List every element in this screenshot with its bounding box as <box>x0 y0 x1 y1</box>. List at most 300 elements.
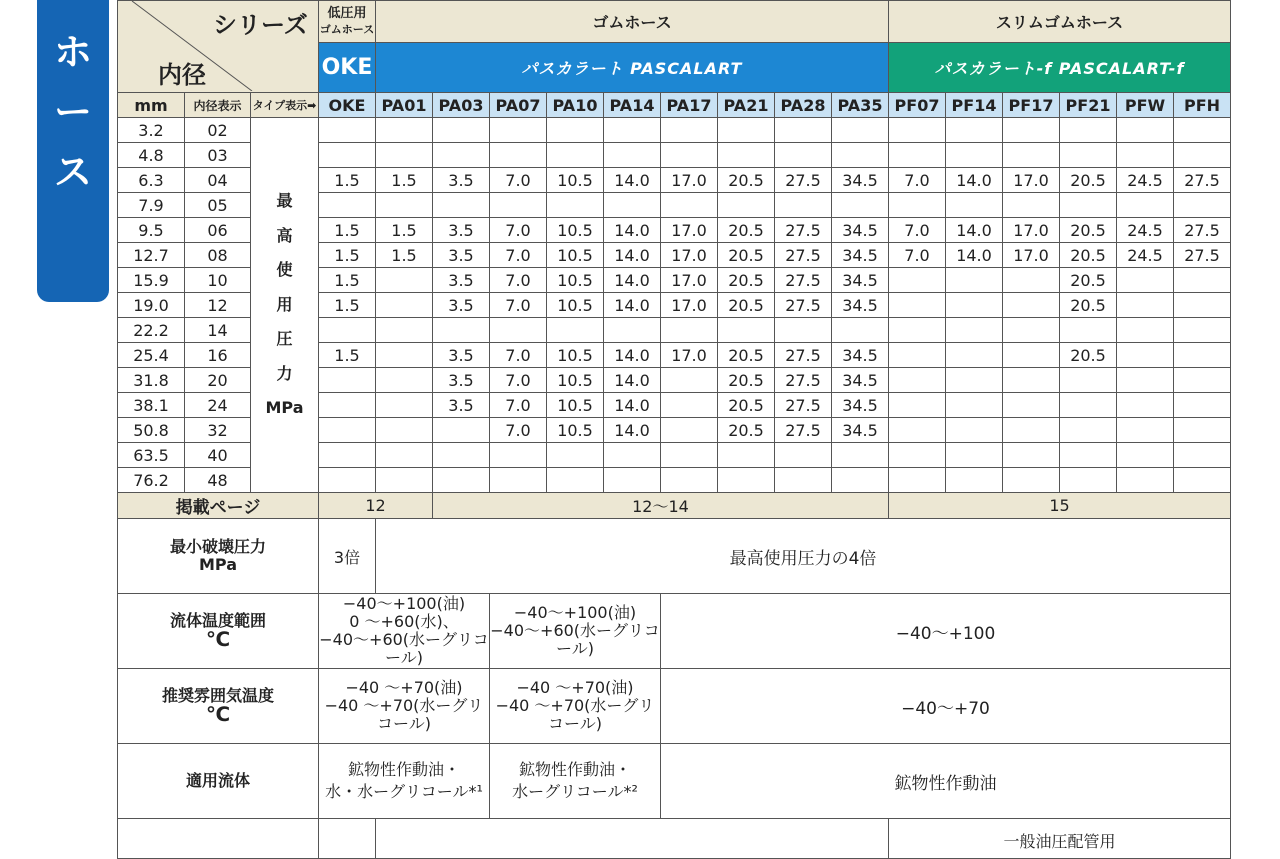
pressure-value-cell: 14.0 <box>946 168 1003 193</box>
ambient-temp-label-text: 推奨雰囲気温度 <box>161 686 274 705</box>
pressure-value-cell <box>1174 293 1231 318</box>
pressure-value-cell: 17.0 <box>661 168 718 193</box>
diameter-mm-cell: 6.3 <box>118 168 185 193</box>
max-pressure-label-char: 力 <box>276 363 293 383</box>
pressure-value-cell: 27.5 <box>775 218 832 243</box>
pressure-value-cell <box>832 443 889 468</box>
ambient-temp-col2 <box>490 669 661 744</box>
pressure-value-cell: 27.5 <box>775 343 832 368</box>
pressure-value-cell <box>889 393 946 418</box>
pressure-value-cell <box>946 193 1003 218</box>
pressure-value-cell: 1.5 <box>319 293 376 318</box>
pressure-value-cell <box>604 143 661 168</box>
pressure-value-cell: 3.5 <box>433 168 490 193</box>
ambient-temp-col1-line: −40 〜+70(水ーグリコール) <box>324 696 484 733</box>
pressure-value-cell <box>661 118 718 143</box>
pressure-value-cell <box>547 318 604 343</box>
pressure-value-cell: 10.5 <box>547 368 604 393</box>
max-pressure-label-char: 高 <box>276 225 293 245</box>
fluid-temp-label-text: 流体温度範囲 <box>169 611 266 630</box>
header-corner-cell <box>118 1 319 93</box>
pressure-value-cell <box>775 143 832 168</box>
pressure-value-cell <box>376 393 433 418</box>
pressure-value-cell <box>832 318 889 343</box>
pressure-value-cell <box>1117 143 1174 168</box>
pressure-value-cell: 7.0 <box>490 418 547 443</box>
pressure-value-cell <box>376 193 433 218</box>
ambient-temp-col3: −40〜+70 <box>661 669 1231 744</box>
pressure-value-cell: 20.5 <box>718 168 775 193</box>
pressure-value-cell <box>832 193 889 218</box>
pressure-value-cell: 1.5 <box>319 218 376 243</box>
pressure-value-cell <box>946 293 1003 318</box>
pressure-value-cell: 14.0 <box>604 343 661 368</box>
pressure-value-cell: 14.0 <box>946 243 1003 268</box>
pressure-value-cell <box>547 443 604 468</box>
pressure-value-cell <box>319 443 376 468</box>
diameter-mm-cell: 22.2 <box>118 318 185 343</box>
pressure-value-cell: 34.5 <box>832 243 889 268</box>
pressure-value-cell <box>319 418 376 443</box>
max-pressure-label-char: 圧 <box>276 329 293 349</box>
pressure-value-cell: 14.0 <box>604 168 661 193</box>
pressure-value-cell <box>547 193 604 218</box>
diameter-mm-cell: 3.2 <box>118 118 185 143</box>
diameter-mm-cell: 12.7 <box>118 243 185 268</box>
pressure-value-cell <box>889 268 946 293</box>
pressure-value-cell: 20.5 <box>718 243 775 268</box>
pressure-value-cell: 10.5 <box>547 418 604 443</box>
pressure-value-cell: 24.5 <box>1117 168 1174 193</box>
pressure-value-cell: 10.5 <box>547 218 604 243</box>
partial-col1 <box>319 819 376 859</box>
pressure-value-cell <box>319 393 376 418</box>
type-header-cell: PF07 <box>889 93 946 118</box>
pressure-value-cell <box>661 368 718 393</box>
pressure-value-cell <box>661 193 718 218</box>
diameter-mm-cell: 7.9 <box>118 193 185 218</box>
pressure-value-cell <box>775 443 832 468</box>
pressure-value-cell: 20.5 <box>1060 218 1117 243</box>
pressure-value-cell <box>1060 368 1117 393</box>
pressure-value-cell <box>1003 368 1060 393</box>
pressure-value-cell: 14.0 <box>604 268 661 293</box>
pressure-value-cell <box>433 443 490 468</box>
diameter-mm-cell: 31.8 <box>118 368 185 393</box>
pressure-value-cell <box>661 143 718 168</box>
pressure-value-cell <box>718 118 775 143</box>
pressure-value-cell <box>718 193 775 218</box>
pressure-value-cell <box>832 118 889 143</box>
diameter-code-cell: 03 <box>185 143 251 168</box>
pressure-value-cell <box>376 143 433 168</box>
pressure-value-cell: 34.5 <box>832 218 889 243</box>
ambient-temp-col1 <box>319 669 490 744</box>
pressure-value-cell <box>1060 393 1117 418</box>
burst-label-unit: MPa <box>198 555 237 574</box>
pressure-value-cell: 1.5 <box>376 243 433 268</box>
table-row <box>118 118 1231 143</box>
type-header-cell: PA28 <box>775 93 832 118</box>
max-pressure-unit: MPa <box>265 398 304 418</box>
partial-row <box>118 819 1231 859</box>
pressure-value-cell <box>376 318 433 343</box>
pressure-value-cell: 27.5 <box>775 168 832 193</box>
pressure-value-cell <box>1117 443 1174 468</box>
type-header-cell: PA10 <box>547 93 604 118</box>
diameter-mm-cell: 63.5 <box>118 443 185 468</box>
fluid-temp-label <box>118 594 319 669</box>
pressure-value-cell: 34.5 <box>832 293 889 318</box>
ambient-temp-col1-line: −40 〜+70(油) <box>345 678 463 697</box>
pressure-value-cell <box>1117 193 1174 218</box>
pressure-value-cell: 20.5 <box>718 343 775 368</box>
burst-label <box>118 519 319 594</box>
pressure-value-cell: 20.5 <box>718 368 775 393</box>
pressure-value-cell: 20.5 <box>718 393 775 418</box>
diameter-mm-cell: 9.5 <box>118 218 185 243</box>
pressure-value-cell: 14.0 <box>604 418 661 443</box>
low-pressure-label: 低圧用 <box>327 5 367 21</box>
diameter-code-cell: 32 <box>185 418 251 443</box>
page-pf: 15 <box>889 493 1231 519</box>
pressure-value-cell <box>1174 368 1231 393</box>
pressure-value-cell <box>889 468 946 493</box>
pressure-value-cell <box>1117 468 1174 493</box>
id-display-header: 内径表示 <box>185 93 251 118</box>
pressure-value-cell <box>1174 318 1231 343</box>
pressure-value-cell <box>1060 318 1117 343</box>
pressure-value-cell <box>889 193 946 218</box>
pressure-value-cell <box>604 193 661 218</box>
pressure-value-cell <box>319 468 376 493</box>
type-header-cell: PFW <box>1117 93 1174 118</box>
pressure-value-cell <box>718 443 775 468</box>
pressure-value-cell <box>604 118 661 143</box>
pressure-value-cell <box>490 193 547 218</box>
diameter-code-cell: 02 <box>185 118 251 143</box>
burst-oke: 3倍 <box>319 519 376 594</box>
pressure-value-cell <box>433 143 490 168</box>
pressure-value-cell <box>661 443 718 468</box>
diameter-code-cell: 20 <box>185 368 251 393</box>
diameter-mm-cell: 15.9 <box>118 268 185 293</box>
pressure-value-cell <box>1174 193 1231 218</box>
pressure-value-cell: 7.0 <box>889 218 946 243</box>
pressure-value-cell <box>376 443 433 468</box>
pressure-value-cell <box>1060 193 1117 218</box>
pressure-value-cell <box>775 468 832 493</box>
type-display-header: タイプ表示➡ <box>251 93 319 118</box>
pressure-value-cell: 27.5 <box>1174 168 1231 193</box>
partial-col2 <box>376 819 889 859</box>
pressure-value-cell <box>946 343 1003 368</box>
pressure-value-cell <box>1060 143 1117 168</box>
diameter-code-cell: 24 <box>185 393 251 418</box>
pressure-value-cell <box>433 318 490 343</box>
diameter-mm-cell: 4.8 <box>118 143 185 168</box>
pressure-value-cell <box>1117 393 1174 418</box>
pressure-value-cell <box>661 418 718 443</box>
pressure-value-cell <box>718 468 775 493</box>
series-label: シリーズ <box>213 11 308 39</box>
pressure-value-cell: 7.0 <box>889 243 946 268</box>
pressure-value-cell: 14.0 <box>604 218 661 243</box>
pressure-value-cell: 34.5 <box>832 393 889 418</box>
pressure-value-cell: 20.5 <box>1060 293 1117 318</box>
pressure-value-cell: 20.5 <box>1060 343 1117 368</box>
pressure-value-cell <box>547 468 604 493</box>
diameter-mm-cell: 25.4 <box>118 343 185 368</box>
pressure-value-cell: 17.0 <box>661 343 718 368</box>
fluid-col2-line: 水ーグリコール*² <box>512 782 638 801</box>
pressure-value-cell: 1.5 <box>376 168 433 193</box>
pressure-value-cell <box>889 443 946 468</box>
diameter-code-cell: 08 <box>185 243 251 268</box>
pressure-value-cell: 34.5 <box>832 343 889 368</box>
fluid-temp-col3: −40〜+100 <box>661 594 1231 669</box>
pressure-value-cell: 14.0 <box>604 293 661 318</box>
pressure-value-cell <box>376 418 433 443</box>
side-tab-char: ホ <box>53 30 92 74</box>
pressure-value-cell: 14.0 <box>946 218 1003 243</box>
pressure-value-cell <box>547 143 604 168</box>
fluid-col2 <box>490 744 661 819</box>
pressure-value-cell: 10.5 <box>547 293 604 318</box>
type-header-cell: OKE <box>319 93 376 118</box>
pressure-value-cell: 3.5 <box>433 368 490 393</box>
pressure-value-cell: 17.0 <box>661 243 718 268</box>
pressure-value-cell <box>1060 468 1117 493</box>
pressure-value-cell <box>433 193 490 218</box>
pressure-value-cell <box>376 293 433 318</box>
pressure-value-cell: 7.0 <box>490 268 547 293</box>
pressure-value-cell <box>604 443 661 468</box>
diameter-mm-cell: 19.0 <box>118 293 185 318</box>
pressure-value-cell: 1.5 <box>319 268 376 293</box>
ambient-temp-col2-line: −40 〜+70(油) <box>516 678 634 697</box>
fluid-temp-row <box>118 594 1231 669</box>
side-tab-char: ス <box>53 150 92 194</box>
max-pressure-label-char: 使 <box>276 260 293 280</box>
pressure-value-cell: 14.0 <box>604 243 661 268</box>
fluid-temp-col1-line: 0 〜+60(水)、 <box>349 612 459 631</box>
pressure-value-cell <box>1003 143 1060 168</box>
pressure-value-cell: 34.5 <box>832 418 889 443</box>
pressure-value-cell <box>946 118 1003 143</box>
pascalart-f-logo: パスカラート-f PASCALART-f <box>889 43 1231 93</box>
type-header-cell: PA03 <box>433 93 490 118</box>
pressure-value-cell: 27.5 <box>775 368 832 393</box>
max-pressure-label-char: 最 <box>276 191 293 211</box>
fluid-temp-col1-line: −40〜+100(油) <box>342 594 466 613</box>
low-pressure-sub-label: ゴムホース <box>319 22 375 36</box>
ambient-temp-col2-line: −40 〜+70(水ーグリコール) <box>495 696 655 733</box>
diameter-mm-cell: 38.1 <box>118 393 185 418</box>
pressure-value-cell: 34.5 <box>832 268 889 293</box>
pressure-value-cell <box>490 143 547 168</box>
pressure-value-cell: 17.0 <box>1003 168 1060 193</box>
pressure-value-cell <box>1060 418 1117 443</box>
type-header-cell: PA07 <box>490 93 547 118</box>
pressure-value-cell: 7.0 <box>490 393 547 418</box>
pressure-value-cell <box>1117 368 1174 393</box>
max-pressure-label <box>251 118 319 493</box>
pressure-value-cell: 3.5 <box>433 218 490 243</box>
pressure-value-cell <box>1174 468 1231 493</box>
pressure-value-cell <box>319 193 376 218</box>
fluid-temp-col2-line: −40〜+60(水ーグリコール) <box>490 621 660 658</box>
pressure-value-cell: 27.5 <box>775 268 832 293</box>
pressure-value-cell <box>547 118 604 143</box>
pressure-value-cell: 10.5 <box>547 243 604 268</box>
pressure-value-cell: 24.5 <box>1117 243 1174 268</box>
pressure-value-cell <box>376 118 433 143</box>
fluid-col1-line: 水・水ーグリコール*¹ <box>325 782 483 801</box>
pressure-value-cell <box>319 118 376 143</box>
pressure-value-cell: 7.0 <box>889 168 946 193</box>
pressure-value-cell <box>946 418 1003 443</box>
pressure-value-cell <box>1003 318 1060 343</box>
pressure-value-cell: 7.0 <box>490 368 547 393</box>
pressure-value-cell <box>832 143 889 168</box>
pressure-value-cell <box>319 318 376 343</box>
type-header-cell: PFH <box>1174 93 1231 118</box>
fluid-temp-col2-line: −40〜+100(油) <box>513 603 637 622</box>
pressure-value-cell: 17.0 <box>661 218 718 243</box>
pressure-value-cell <box>889 418 946 443</box>
diameter-code-cell: 40 <box>185 443 251 468</box>
burst-rest: 最高使用圧力の4倍 <box>376 519 1231 594</box>
fluid-temp-label-unit: ℃ <box>205 627 231 651</box>
pressure-value-cell: 1.5 <box>319 343 376 368</box>
pressure-value-cell <box>946 318 1003 343</box>
pressure-value-cell: 27.5 <box>775 293 832 318</box>
rubber-hose-header: ゴムホース <box>376 1 889 43</box>
pressure-value-cell <box>1174 118 1231 143</box>
pressure-value-cell <box>319 368 376 393</box>
pressure-value-cell: 20.5 <box>718 418 775 443</box>
pressure-value-cell: 34.5 <box>832 168 889 193</box>
pressure-value-cell: 7.0 <box>490 168 547 193</box>
diameter-mm-cell: 50.8 <box>118 418 185 443</box>
pressure-value-cell <box>889 118 946 143</box>
pressure-value-cell <box>376 343 433 368</box>
pressure-value-cell: 1.5 <box>319 243 376 268</box>
low-pressure-header <box>319 1 376 43</box>
diameter-code-cell: 12 <box>185 293 251 318</box>
pressure-value-cell <box>718 143 775 168</box>
side-tab-char: ー <box>53 90 92 134</box>
pressure-value-cell <box>490 468 547 493</box>
pressure-value-cell <box>1174 268 1231 293</box>
pressure-value-cell: 20.5 <box>1060 243 1117 268</box>
pressure-value-cell <box>775 193 832 218</box>
pressure-value-cell <box>946 468 1003 493</box>
oke-brand: OKE <box>319 43 376 93</box>
pressure-value-cell <box>433 418 490 443</box>
diameter-mm-cell: 76.2 <box>118 468 185 493</box>
pressure-value-cell: 14.0 <box>604 368 661 393</box>
pressure-value-cell <box>490 118 547 143</box>
pressure-value-cell <box>376 368 433 393</box>
pressure-value-cell: 3.5 <box>433 343 490 368</box>
page-oke: 12 <box>319 493 433 519</box>
page-row <box>118 493 1231 519</box>
page-row-label: 掲載ページ <box>118 493 319 519</box>
pressure-value-cell <box>1003 468 1060 493</box>
pressure-value-cell <box>661 393 718 418</box>
pressure-value-cell: 10.5 <box>547 268 604 293</box>
pressure-value-cell <box>946 143 1003 168</box>
pressure-value-cell <box>946 443 1003 468</box>
pressure-value-cell <box>1117 118 1174 143</box>
ambient-temp-label <box>118 669 319 744</box>
fluid-col1 <box>319 744 490 819</box>
pressure-value-cell <box>946 393 1003 418</box>
hose-spec-table <box>117 0 1231 859</box>
type-header-cell: PA14 <box>604 93 661 118</box>
pressure-value-cell: 10.5 <box>547 393 604 418</box>
pressure-value-cell <box>775 318 832 343</box>
pressure-value-cell: 20.5 <box>718 218 775 243</box>
diameter-code-cell: 06 <box>185 218 251 243</box>
diameter-code-cell: 48 <box>185 468 251 493</box>
burst-label-text: 最小破壊圧力 <box>169 537 266 556</box>
pressure-value-cell <box>718 318 775 343</box>
fluid-col3: 鉱物性作動油 <box>661 744 1231 819</box>
pressure-value-cell: 27.5 <box>775 393 832 418</box>
diameter-code-cell: 16 <box>185 343 251 368</box>
pressure-value-cell <box>946 368 1003 393</box>
pressure-value-cell: 17.0 <box>661 293 718 318</box>
pressure-value-cell: 17.0 <box>1003 218 1060 243</box>
type-header-cell: PA21 <box>718 93 775 118</box>
type-header-cell: PF14 <box>946 93 1003 118</box>
pressure-value-cell <box>490 318 547 343</box>
pressure-value-cell: 7.0 <box>490 243 547 268</box>
pressure-value-cell: 34.5 <box>832 368 889 393</box>
pressure-value-cell <box>319 143 376 168</box>
pressure-value-cell: 3.5 <box>433 393 490 418</box>
pressure-value-cell <box>1003 293 1060 318</box>
pressure-value-cell <box>1060 118 1117 143</box>
pressure-value-cell <box>1060 443 1117 468</box>
pressure-value-cell: 1.5 <box>319 168 376 193</box>
pressure-value-cell <box>1117 318 1174 343</box>
burst-row <box>118 519 1231 594</box>
pressure-value-cell <box>490 443 547 468</box>
pressure-value-cell <box>889 368 946 393</box>
pressure-value-cell: 27.5 <box>1174 218 1231 243</box>
ambient-temp-label-unit: ℃ <box>205 702 231 726</box>
pressure-value-cell: 20.5 <box>718 293 775 318</box>
side-section-tab <box>37 0 109 302</box>
pressure-value-cell: 17.0 <box>661 268 718 293</box>
pressure-value-cell <box>1117 418 1174 443</box>
max-pressure-label-char: 用 <box>276 294 293 314</box>
pressure-value-cell: 24.5 <box>1117 218 1174 243</box>
diameter-code-cell: 05 <box>185 193 251 218</box>
pressure-value-cell: 14.0 <box>604 393 661 418</box>
fluid-temp-col2 <box>490 594 661 669</box>
pressure-value-cell <box>433 468 490 493</box>
pressure-value-cell: 7.0 <box>490 218 547 243</box>
pressure-value-cell <box>946 268 1003 293</box>
pressure-value-cell <box>1003 193 1060 218</box>
pressure-value-cell <box>832 468 889 493</box>
pressure-value-cell <box>889 143 946 168</box>
